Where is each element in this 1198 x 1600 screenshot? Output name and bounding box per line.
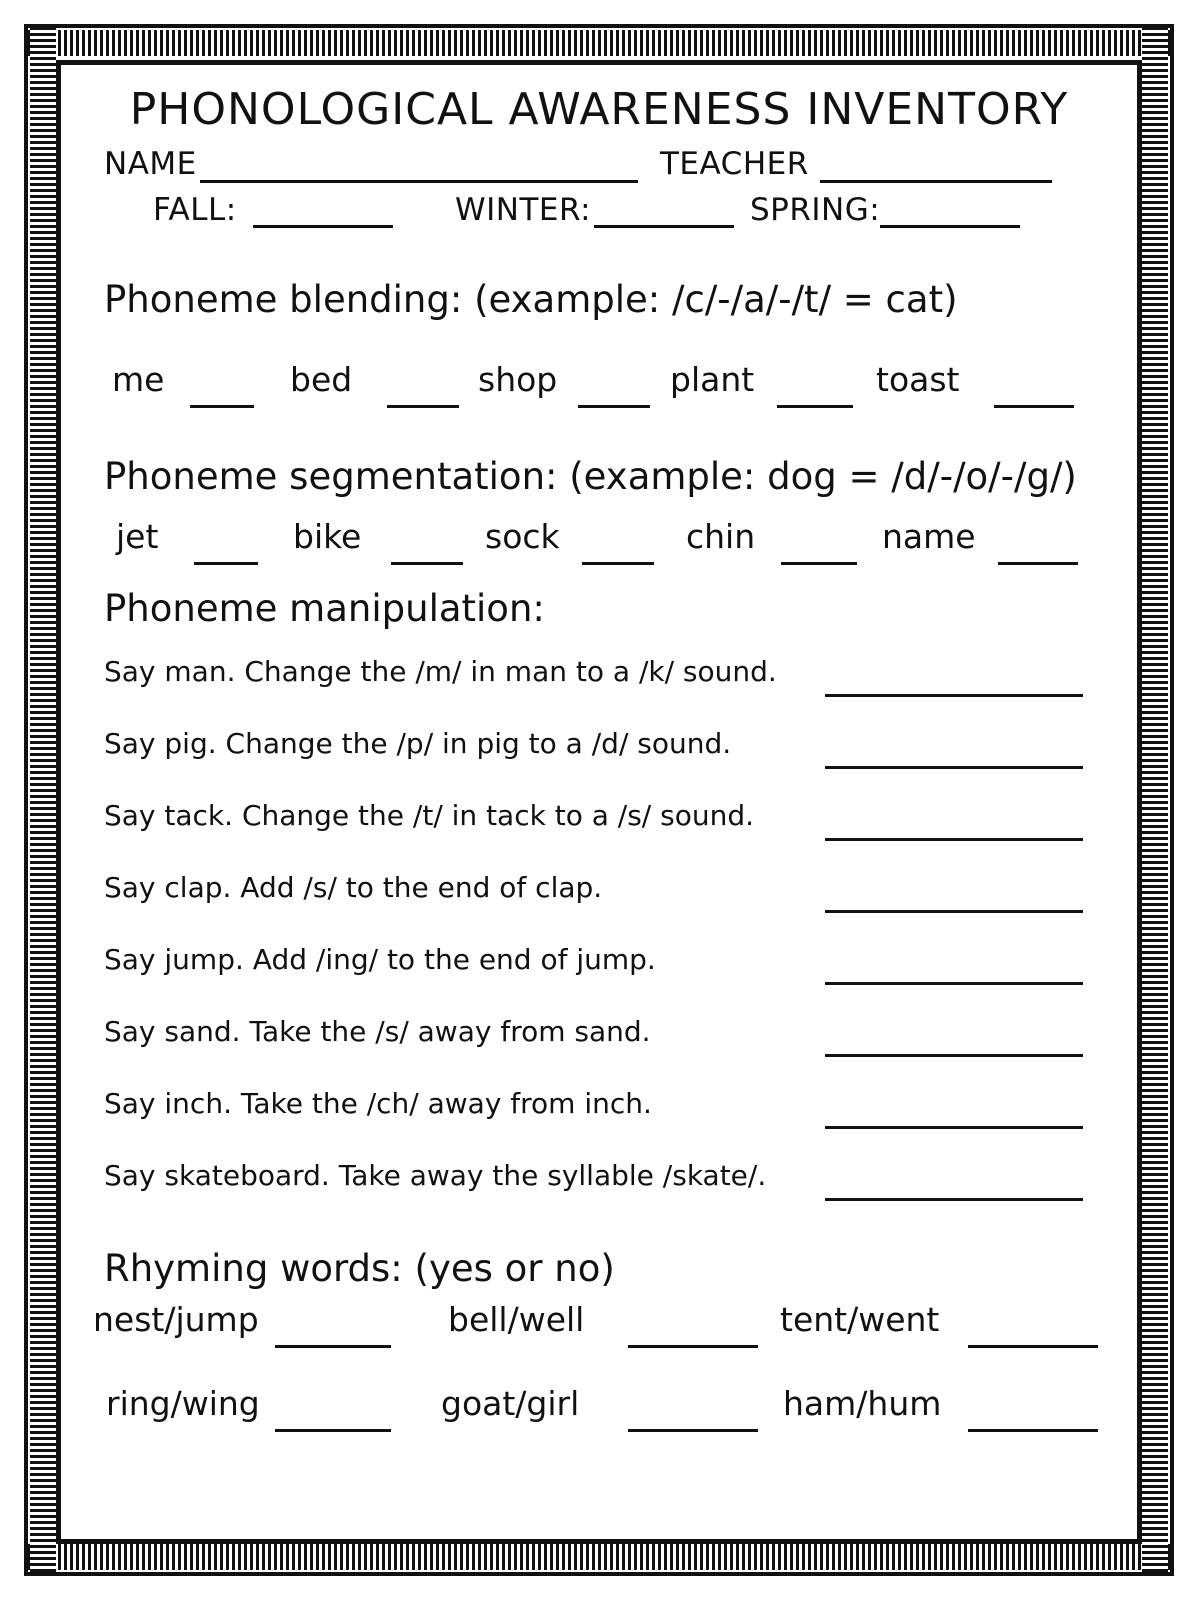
name-label: NAME [104,146,197,182]
manipulation-item: Say tack. Change the /t/ in tack to a /s/ sound. [104,799,755,832]
segmentation-answer-field[interactable] [194,562,258,565]
border-hatch-bottom [28,1544,1170,1570]
segmentation-word: sock [485,517,560,556]
rhyming-answer-field[interactable] [628,1345,758,1348]
border-hatch-top [28,30,1170,56]
rhyming-answer-field[interactable] [628,1429,758,1432]
blending-word: me [112,360,165,399]
manipulation-item: Say clap. Add /s/ to the end of clap. [104,871,603,904]
winter-label: WINTER: [455,192,592,228]
rhyming-pair: nest/jump [93,1300,259,1339]
manipulation-answer-field[interactable] [825,838,1083,841]
border-hatch-left [30,28,56,1572]
rhyming-pair: ham/hum [783,1384,942,1423]
segmentation-answer-field[interactable] [391,562,463,565]
rhyming-heading: Rhyming words: (yes or no) [104,1247,615,1290]
blending-answer-field[interactable] [387,405,459,408]
teacher-label: TEACHER [660,146,809,182]
fall-field[interactable] [253,225,393,228]
segmentation-word: bike [293,517,362,556]
rhyming-answer-field[interactable] [968,1429,1098,1432]
teacher-field[interactable] [820,180,1052,183]
manipulation-item: Say skateboard. Take away the syllable /skate/. [104,1159,767,1192]
segmentation-answer-field[interactable] [998,562,1078,565]
manipulation-item: Say sand. Take the /s/ away from sand. [104,1015,651,1048]
rhyming-answer-field[interactable] [968,1345,1098,1348]
segmentation-answer-field[interactable] [781,562,857,565]
rhyming-pair: bell/well [448,1300,585,1339]
spring-label: SPRING: [750,192,881,228]
manipulation-item: Say jump. Add /ing/ to the end of jump. [104,943,656,976]
fall-label: FALL: [153,192,237,228]
rhyming-pair: goat/girl [441,1384,580,1423]
rhyming-pair: ring/wing [106,1384,260,1423]
segmentation-word: name [882,517,976,556]
manipulation-answer-field[interactable] [825,694,1083,697]
blending-word: shop [478,360,558,399]
manipulation-answer-field[interactable] [825,910,1083,913]
blending-word: bed [290,360,353,399]
winter-field[interactable] [594,225,734,228]
manipulation-answer-field[interactable] [825,766,1083,769]
name-field[interactable] [200,180,638,183]
rhyming-answer-field[interactable] [275,1429,391,1432]
border-hatch-right [1142,28,1168,1572]
spring-field[interactable] [880,225,1020,228]
manipulation-answer-field[interactable] [825,1126,1083,1129]
manipulation-item: Say man. Change the /m/ in man to a /k/ sound. [104,655,777,688]
segmentation-answer-field[interactable] [582,562,654,565]
segmentation-word: chin [686,517,756,556]
manipulation-answer-field[interactable] [825,1054,1083,1057]
manipulation-answer-field[interactable] [825,1198,1083,1201]
page-title: PHONOLOGICAL AWARENESS INVENTORY [129,84,1069,135]
blending-answer-field[interactable] [190,405,254,408]
manipulation-item: Say inch. Take the /ch/ away from inch. [104,1087,652,1120]
blending-answer-field[interactable] [994,405,1074,408]
rhyming-answer-field[interactable] [275,1345,391,1348]
blending-answer-field[interactable] [578,405,650,408]
manipulation-heading: Phoneme manipulation: [104,587,545,630]
rhyming-pair: tent/went [780,1300,940,1339]
segmentation-word: jet [116,517,159,556]
blending-answer-field[interactable] [777,405,853,408]
segmentation-heading: Phoneme segmentation: (example: dog = /d/-/o/-/g/) [104,455,1077,498]
blending-word: plant [670,360,755,399]
manipulation-item: Say pig. Change the /p/ in pig to a /d/ sound. [104,727,732,760]
blending-word: toast [876,360,960,399]
manipulation-answer-field[interactable] [825,982,1083,985]
blending-heading: Phoneme blending: (example: /c/-/a/-/t/ = cat) [104,278,958,321]
